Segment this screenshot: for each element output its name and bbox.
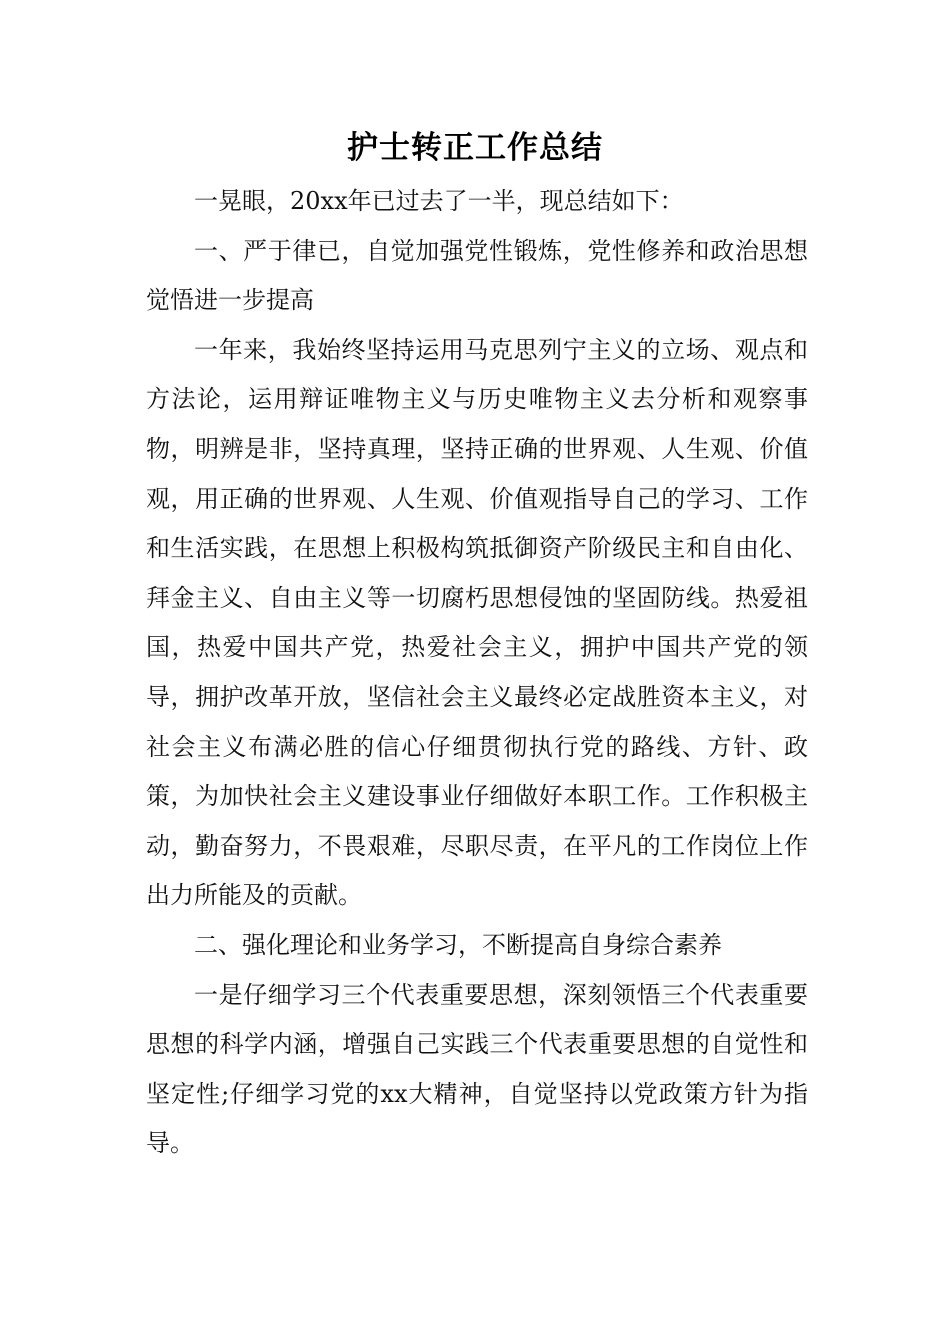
paragraph-section-2-body: 一是仔细学习三个代表重要思想，深刻领悟三个代表重要思想的科学内涵，增强自己实践三个代表重要思想的自觉性和坚定性;仔细学习党的xx大精神，自觉坚持以党政策方针为指导。 (146, 980, 808, 1158)
paragraph-intro: 一晃眼，20xx年已过去了一半，现总结如下： (194, 187, 684, 215)
paragraph-section-2-heading: 二、强化理论和业务学习，不断提高自身综合素养 (194, 930, 722, 959)
document-title: 护士转正工作总结 (347, 130, 603, 166)
paragraph-section-1-heading: 一、严于律已，自觉加强党性锻炼，党性修养和政治思想觉悟进一步提高 (146, 236, 808, 315)
document-body (146, 177, 808, 1169)
paragraph-section-1-body: 一年来，我始终坚持运用马克思列宁主义的立场、观点和方法论，运用辩证唯物主义与历史唯物主义去分析和观察事物，明辨是非，坚持真理，坚持正确的世界观、人生观、价值观，用正确的世界观、人生观、价值观指导自己的学习、工作和生活实践，在思想上积极构筑抵御资产阶级民主和自由化、拜金主义、自由主义等一切腐朽思想侵蚀的坚固防线。热爱祖国，热爱中国共产党，热爱社会主义，拥护中国共产党的领导，拥护改革开放，坚信社会主义最终必定战胜资本主义，对社会主义布满必胜的信心仔细贯彻执行党的路线、方针、政策，为加快社会主义建设事业仔细做好本职工作。工作积极主动，勤奋努力，不畏艰难，尽职尽责，在平凡的工作岗位上作出力所能及的贡献。 (146, 335, 808, 910)
